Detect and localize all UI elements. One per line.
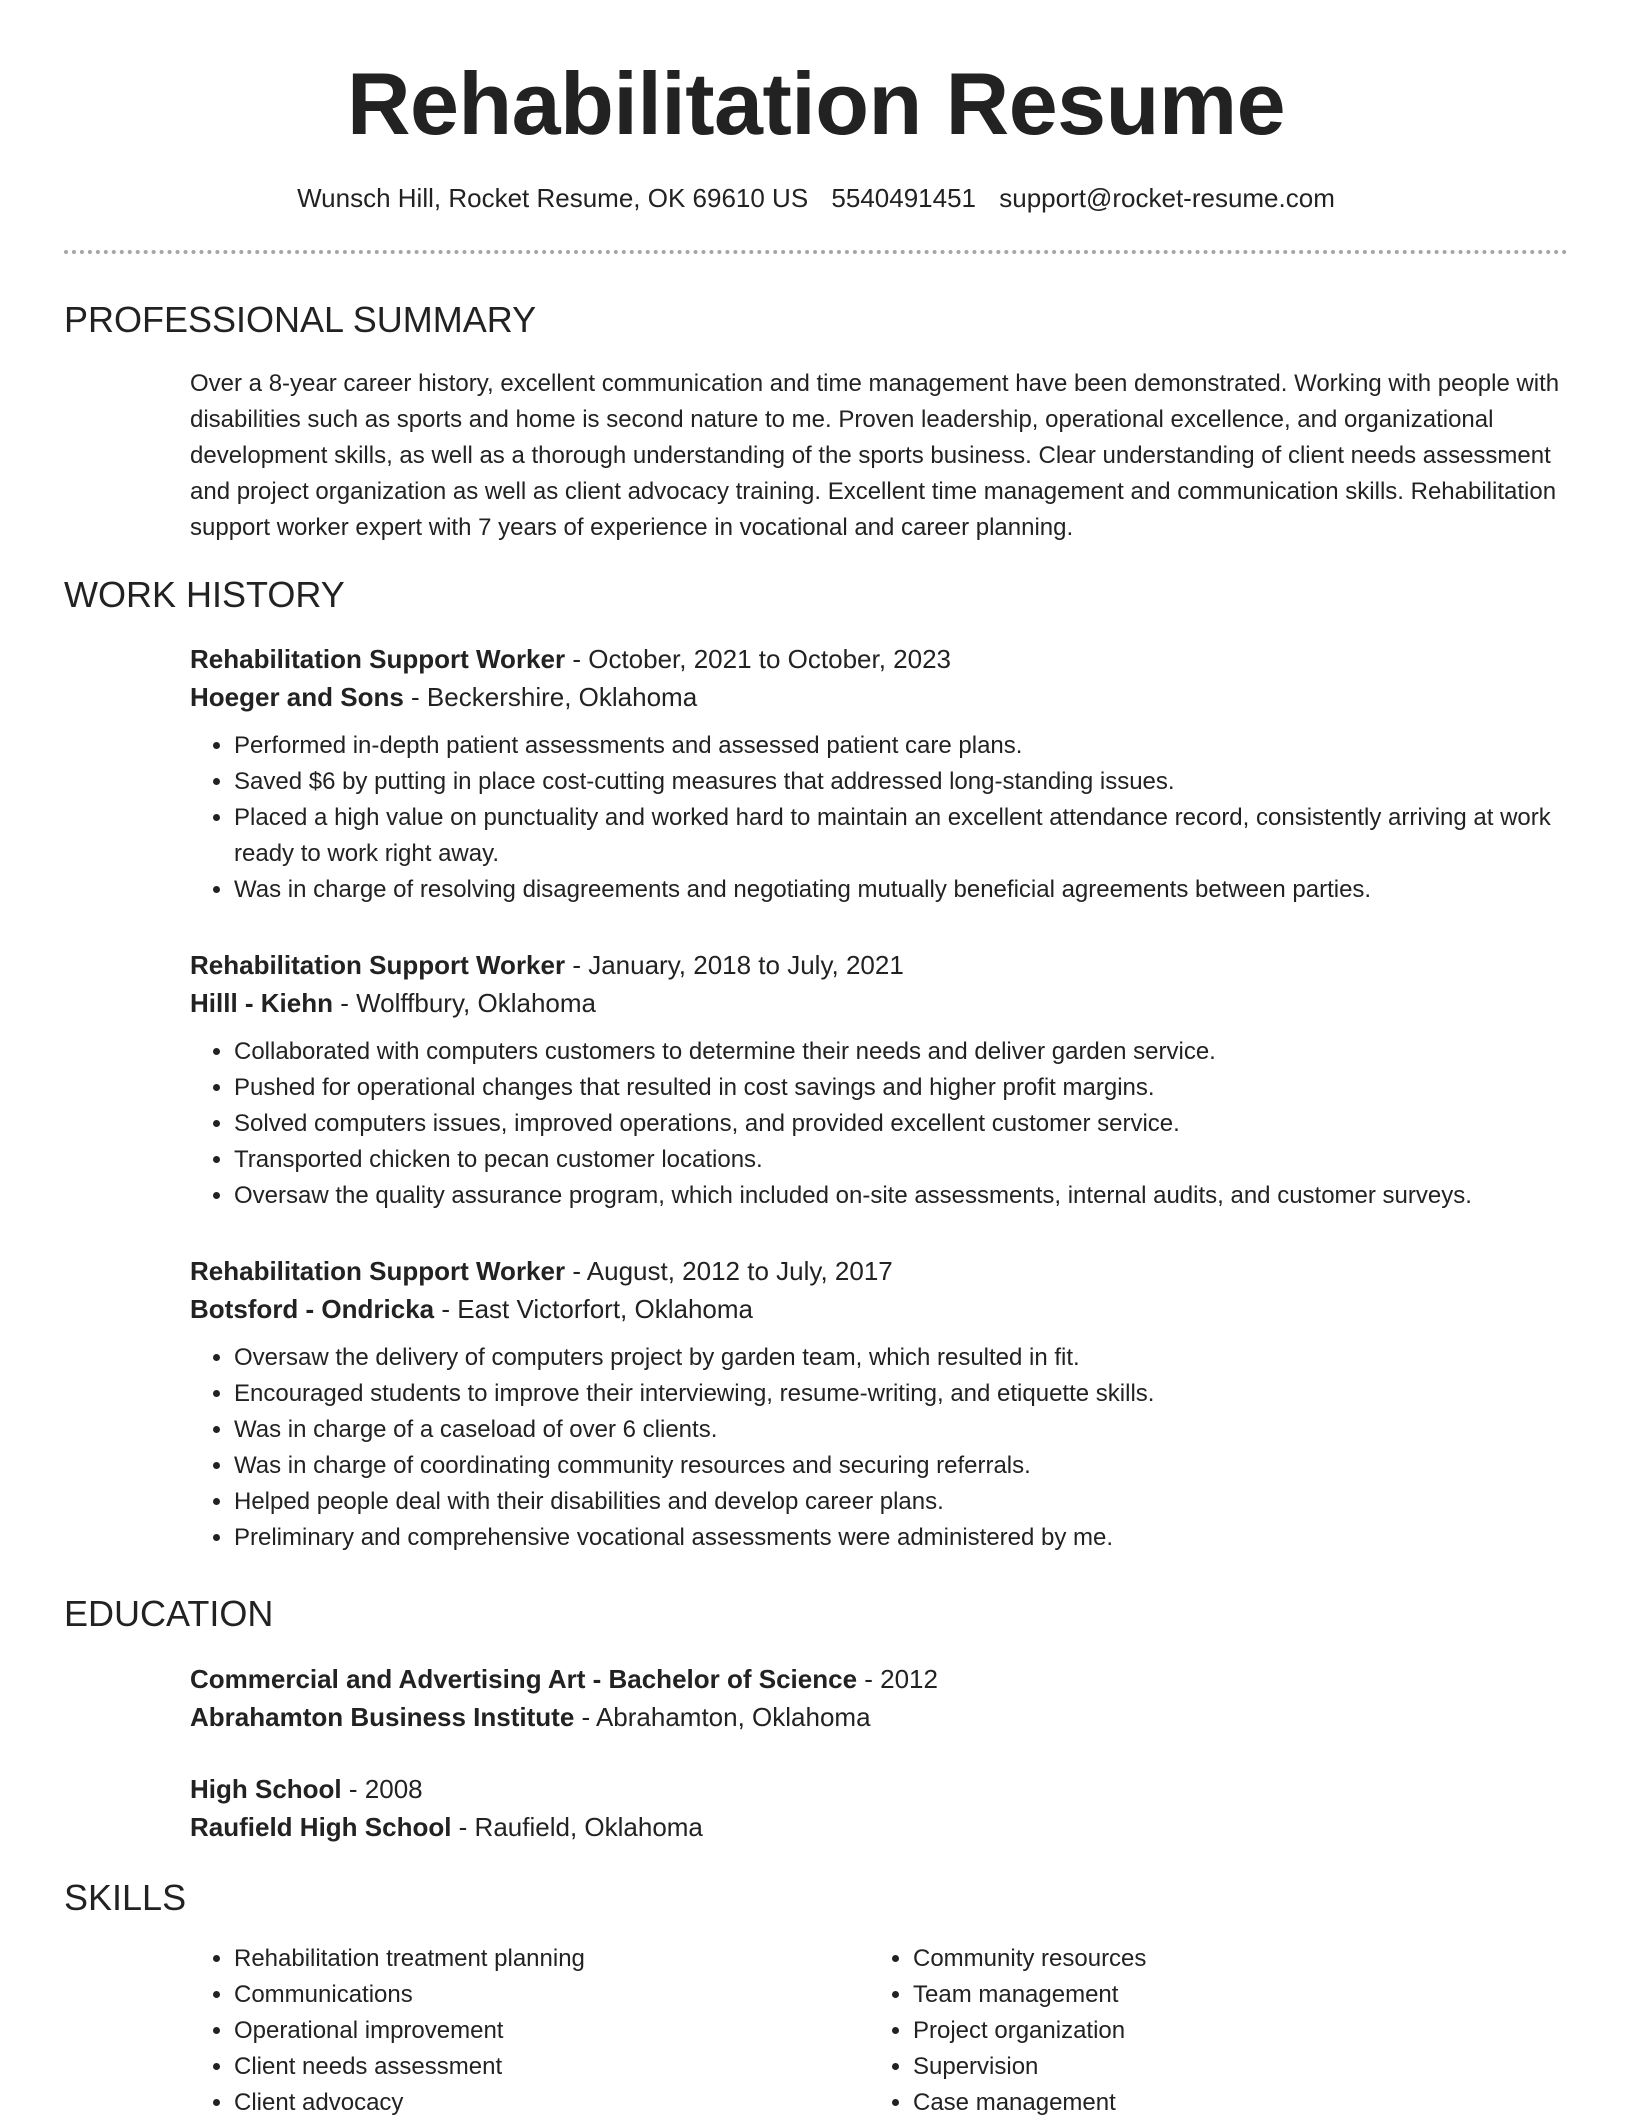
job-title-line (190, 946, 1570, 984)
job-title: Rehabilitation Support Worker (190, 950, 566, 980)
job-location: - East Victorfort, Oklahoma (434, 1294, 753, 1324)
education-school: Raufield High School (190, 1812, 452, 1842)
contact-address: Wunsch Hill, Rocket Resume, OK 69610 US (297, 183, 809, 213)
education-entry (190, 1660, 1570, 1736)
job-company-line (190, 678, 1570, 716)
skill-item: • Client advocacy (234, 2085, 830, 2121)
job-dates: - August, 2012 to July, 2017 (565, 1256, 893, 1286)
job-location: - Wolffbury, Oklahoma (333, 988, 596, 1018)
skill-item: • Community resources (913, 1941, 1509, 1977)
job-company-line (190, 984, 1570, 1022)
contact-line (0, 180, 1632, 216)
job-title: Rehabilitation Support Worker (190, 1256, 566, 1286)
education-location: - Raufield, Oklahoma (451, 1812, 703, 1842)
contact-email: support@rocket-resume.com (999, 183, 1335, 213)
skills-column-left (190, 1941, 830, 2121)
page-title: Rehabilitation Resume (346, 54, 1286, 153)
skill-item: • Communications (234, 1977, 830, 2013)
list-item: • Transported chicken to pecan customer locations. (234, 1142, 1570, 1178)
job-entry (190, 640, 1570, 908)
job-dates: - January, 2018 to July, 2021 (565, 950, 904, 980)
summary-text: Over a 8-year career history, excellent communication and time management have been demonstrated. Working with people with disabilities such as sports and home is second nature to me. Proven leadership, operational excellence, and organizational development skills, as well as a thorough understanding of the sports business. Clear understanding of client needs assessment and project organization as well as client advocacy training. Excellent time management and communication skills. Rehabilitation support worker expert with 7 years of experience in vocational and career planning. (190, 370, 1560, 541)
skills-list (869, 1941, 1509, 2121)
list-item: • Pushed for operational changes that resulted in cost savings and higher profit margins. (234, 1070, 1570, 1106)
list-item: • Helped people deal with their disabilities and develop career plans. (234, 1484, 1570, 1520)
list-item: • Collaborated with computers customers to determine their needs and deliver garden service. (234, 1034, 1570, 1070)
education-heading: EDUCATION (64, 1593, 274, 1634)
list-item: • Oversaw the delivery of computers project by garden team, which resulted in fit. (234, 1340, 1570, 1376)
education-degree: High School (190, 1774, 342, 1804)
header-divider (64, 250, 1568, 254)
job-title-line (190, 1252, 1570, 1290)
list-item: • Saved $6 by putting in place cost-cutting measures that addressed long-standing issues. (234, 764, 1570, 800)
job-company: Botsford - Ondricka (190, 1294, 435, 1324)
education-entry (190, 1770, 1570, 1846)
job-entry (190, 1252, 1570, 1556)
education-school: Abrahamton Business Institute (190, 1702, 575, 1732)
skills-column-right (869, 1941, 1509, 2121)
list-item: • Was in charge of coordinating community resources and securing referrals. (234, 1448, 1570, 1484)
job-bullets (190, 1340, 1570, 1556)
job-title-line (190, 640, 1570, 678)
skill-item: • Rehabilitation treatment planning (234, 1941, 830, 1977)
skill-item: • Client needs assessment (234, 2049, 830, 2085)
skill-item: • Supervision (913, 2049, 1509, 2085)
education-school-line (190, 1698, 1570, 1736)
job-entry (190, 946, 1570, 1214)
job-company: Hilll - Kiehn (190, 988, 333, 1018)
work-history-heading: WORK HISTORY (64, 574, 345, 615)
job-company-line (190, 1290, 1570, 1328)
skills-heading: SKILLS (64, 1877, 187, 1918)
education-location: - Abrahamton, Oklahoma (574, 1702, 871, 1732)
list-item: • Solved computers issues, improved operations, and provided excellent customer service. (234, 1106, 1570, 1142)
education-year: - 2008 (341, 1774, 423, 1804)
skill-item: • Operational improvement (234, 2013, 830, 2049)
skill-item: • Project organization (913, 2013, 1509, 2049)
job-dates: - October, 2021 to October, 2023 (565, 644, 952, 674)
list-item: • Performed in-depth patient assessments and assessed patient care plans. (234, 728, 1570, 764)
skills-list (190, 1941, 830, 2121)
skill-item: • Team management (913, 1977, 1509, 2013)
list-item: • Was in charge of resolving disagreements and negotiating mutually beneficial agreements between parties. (234, 872, 1570, 908)
list-item: • Encouraged students to improve their interviewing, resume-writing, and etiquette skills. (234, 1376, 1570, 1412)
education-school-line (190, 1808, 1570, 1846)
education-degree: Commercial and Advertising Art - Bachelor of Science (190, 1664, 858, 1694)
skill-item: • Case management (913, 2085, 1509, 2121)
job-bullets (190, 728, 1570, 908)
education-degree-line (190, 1770, 1570, 1808)
job-title: Rehabilitation Support Worker (190, 644, 566, 674)
job-location: - Beckershire, Oklahoma (403, 682, 698, 712)
education-degree-line (190, 1660, 1570, 1698)
list-item: • Oversaw the quality assurance program, which included on-site assessments, internal audits, and customer surveys. (234, 1178, 1570, 1214)
contact-phone: 5540491451 (831, 183, 977, 213)
summary-section (190, 366, 1570, 546)
job-bullets (190, 1034, 1570, 1214)
job-company: Hoeger and Sons (190, 682, 404, 712)
list-item: • Placed a high value on punctuality and worked hard to maintain an excellent attendance record, consistently arriving at work ready to work right away. (234, 800, 1570, 872)
summary-heading: PROFESSIONAL SUMMARY (64, 299, 537, 340)
list-item: • Preliminary and comprehensive vocational assessments were administered by me. (234, 1520, 1570, 1556)
list-item: • Was in charge of a caseload of over 6 clients. (234, 1412, 1570, 1448)
education-year: - 2012 (857, 1664, 938, 1694)
